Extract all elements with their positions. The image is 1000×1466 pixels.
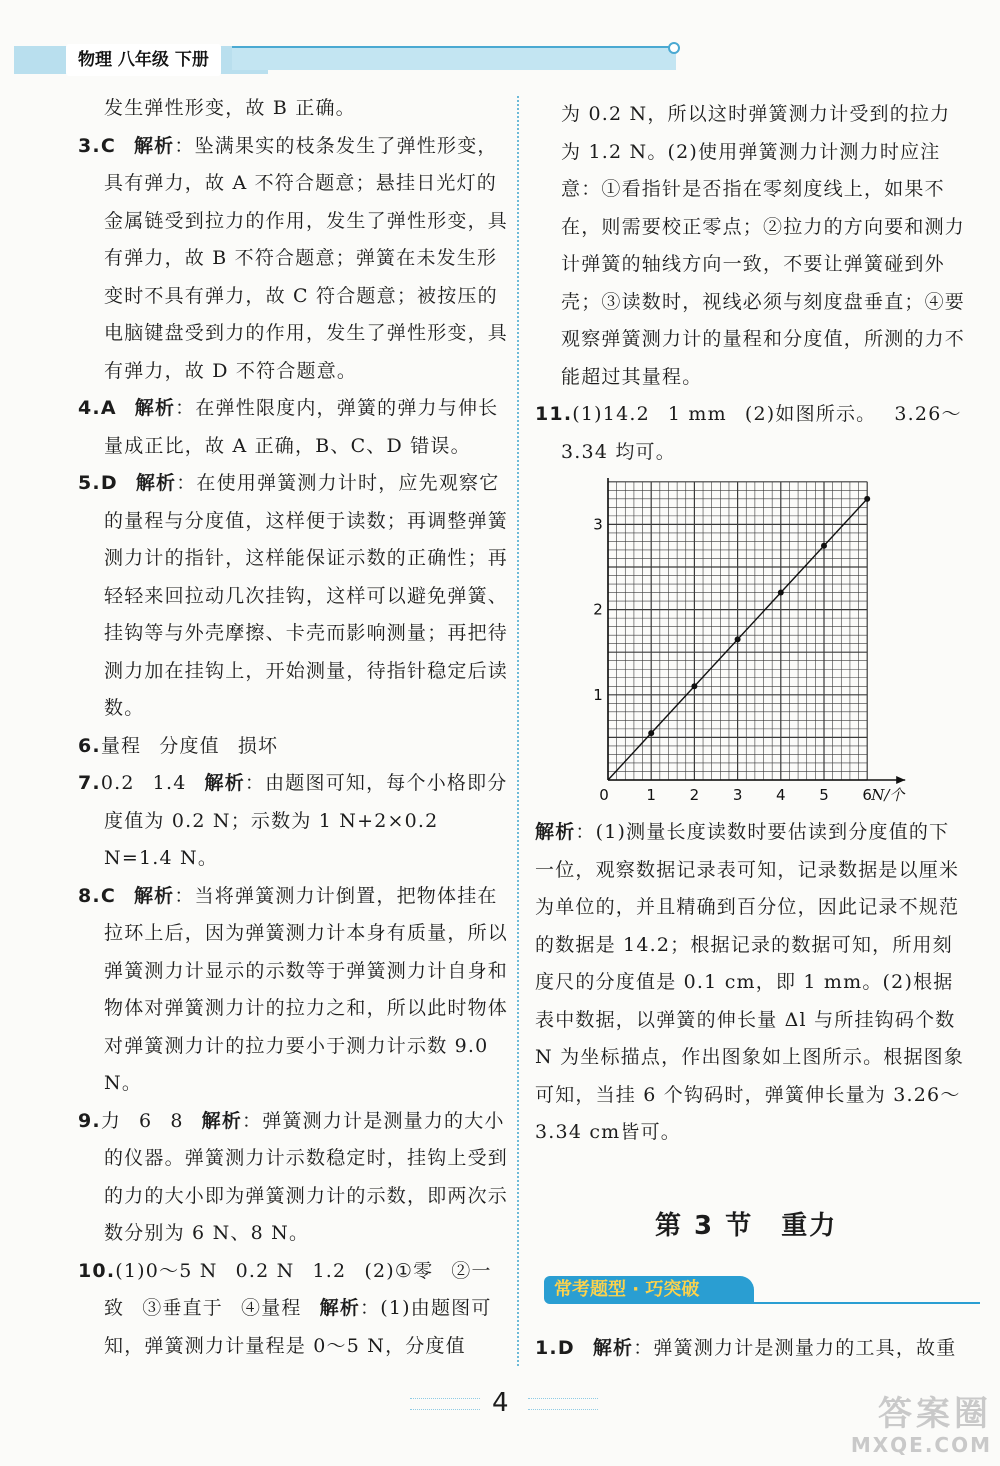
answer-1: 1.D 解析：弹簧测力计是测量力的工具，故重 — [535, 1337, 957, 1359]
page-number: 4 — [492, 1388, 509, 1418]
data-point — [821, 543, 827, 549]
footer-ornament-left — [410, 1398, 480, 1410]
section-answers — [535, 1330, 965, 1368]
column-divider — [517, 96, 520, 1366]
section-title: 第 3 节 重力 — [655, 1211, 838, 1241]
y-tick-label: 3 — [593, 515, 603, 534]
continued-text: 发生弹性形变，故 B 正确。 — [104, 97, 356, 119]
analysis-block — [535, 814, 965, 1152]
answer-6: 6.量程 分度值 损坏 — [78, 734, 279, 757]
x-tick-label: 5 — [819, 786, 829, 804]
section-banner — [540, 1272, 980, 1308]
watermark — [782, 1395, 992, 1465]
answer-3: 3.C 解析：坠满果实的枝条发生了弹性形变，具有弹力，故 A 不符合题意；悬挂日光灯的金属链受到拉力的作用，发生了弹性形变，具有弹力，故 B 不符合题意；弹簧在未发生形变时不具有弹力，故 C 符合题意；被按压的电脑键盘受到力的作用，发生了弹性形变，具有弹力，故 D 不符合题意。 — [78, 134, 509, 382]
answer-4: 4.A 解析：在弹性限度内，弹簧的弹力与伸长量成正比，故 A 正确，B、C、D 错误。 — [78, 397, 499, 457]
data-point — [648, 730, 654, 736]
x-tick-label: 1 — [646, 786, 656, 804]
x-axis-label: N/个 — [871, 786, 905, 804]
header-title: 物理 八年级 下册 — [66, 44, 221, 76]
answer-8: 8.C 解析：当将弹簧测力计倒置，把物体挂在拉环上后，因为弹簧测力计本身有质量，所以弹簧测力计显示的示数等于弹簧测力计自身和物体对弹簧测力计的拉力之和，所以此时物体对弹簧测力计的拉力要小于测力计示数 9.0 N。 — [78, 884, 509, 1094]
data-point — [691, 683, 697, 689]
watermark-bottom: MXQE.COM — [850, 1433, 992, 1457]
data-point — [778, 590, 784, 596]
answer-7: 7.0.2 1.4 解析：由题图可知，每个小格即分度值为 0.2 N；示数为 1 N+2×0.2 N=1.4 N。 — [78, 772, 508, 869]
header-dot — [668, 42, 680, 54]
banner-text: 常考题型 · 巧突破 — [554, 1279, 700, 1300]
continued-text-right: 为 0.2 N，所以这时弹簧测力计受到的拉力为 1.2 N。(2)使用弹簧测力计测力时应注意：①看指针是否指在零刻度线上，如果不在，则需要校正零点；②拉力的方向要和测力计弹簧的轴线方向一致，不要让弹簧碰到外壳；③读数时，视线必须与刻度盘垂直；④要观察弹簧测力计的量程和分度值，所测的力不能超过其量程。 — [561, 103, 966, 388]
y-tick-label: 1 — [593, 685, 603, 704]
x-tick-label: 3 — [732, 786, 743, 804]
header-band-right — [232, 48, 676, 70]
header-rule — [232, 46, 672, 48]
data-point — [735, 636, 741, 642]
banner-rule — [750, 1302, 980, 1304]
graph — [588, 478, 918, 808]
x-tick-label: 2 — [689, 786, 700, 804]
answer-9: 9.力 6 8 解析：弹簧测力计是测量力的大小的仪器。弹簧测力计示数稳定时，挂钩上受到的力的大小即为弹簧测力计的示数，即两次示数分别为 6 N、8 N。 — [78, 1109, 509, 1244]
graph-svg — [588, 478, 918, 808]
data-point — [864, 496, 870, 502]
answer-11: 11.(1)14.2 1 mm (2)如图所示。 3.26～3.34 均可。 — [535, 403, 962, 463]
x-tick-label: 4 — [776, 786, 786, 804]
answer-10: 10.(1)0～5 N 0.2 N 1.2 (2)①零 ②一致 ③垂直于 ④量程 解析：(1)由题图可知，弹簧测力计量程是 0～5 N，分度值 — [78, 1259, 492, 1357]
page-header — [0, 42, 690, 78]
left-column — [78, 90, 508, 1365]
footer-ornament-right — [528, 1398, 598, 1410]
answer-5: 5.D 解析：在使用弹簧测力计时，应先观察它的量程与分度值，这样便于读数；再调整弹簧测力计的指针，这样能保证示数的正确性；再轻轻来回拉动几次挂钩，这样可以避免弹簧、挂钩等与外壳摩擦、卡壳而影响测量；再把待测力加在挂钩上，开始测量，待指针稳定后读数。 — [78, 472, 509, 719]
watermark-top: 答案圈 — [878, 1394, 992, 1434]
right-column — [535, 96, 965, 471]
analysis-11: 解析：(1)测量长度读数时要估读到分度值的下一位，观察数据记录表可知，记录数据是以厘米为单位的，并且精确到百分位，因此记录不规范的数据是 14.2；根据记录的数据可知，所用刻度尺的分度值是 0.1 cm，即 1 mm。(2)根据表中数据，以弹簧的伸长量 Δl 与所挂钩码个数 N 为坐标描点，作出图象如上图所示。根据图象可知，当挂 6 个钩码时，弹簧伸长量为 3.26～3.34 cm皆可。 — [535, 821, 965, 1143]
x-tick-label: 6 — [862, 786, 872, 804]
y-tick-label: 2 — [593, 600, 603, 619]
x-tick-label: 0 — [599, 786, 609, 804]
x-axis-arrow — [896, 776, 905, 784]
